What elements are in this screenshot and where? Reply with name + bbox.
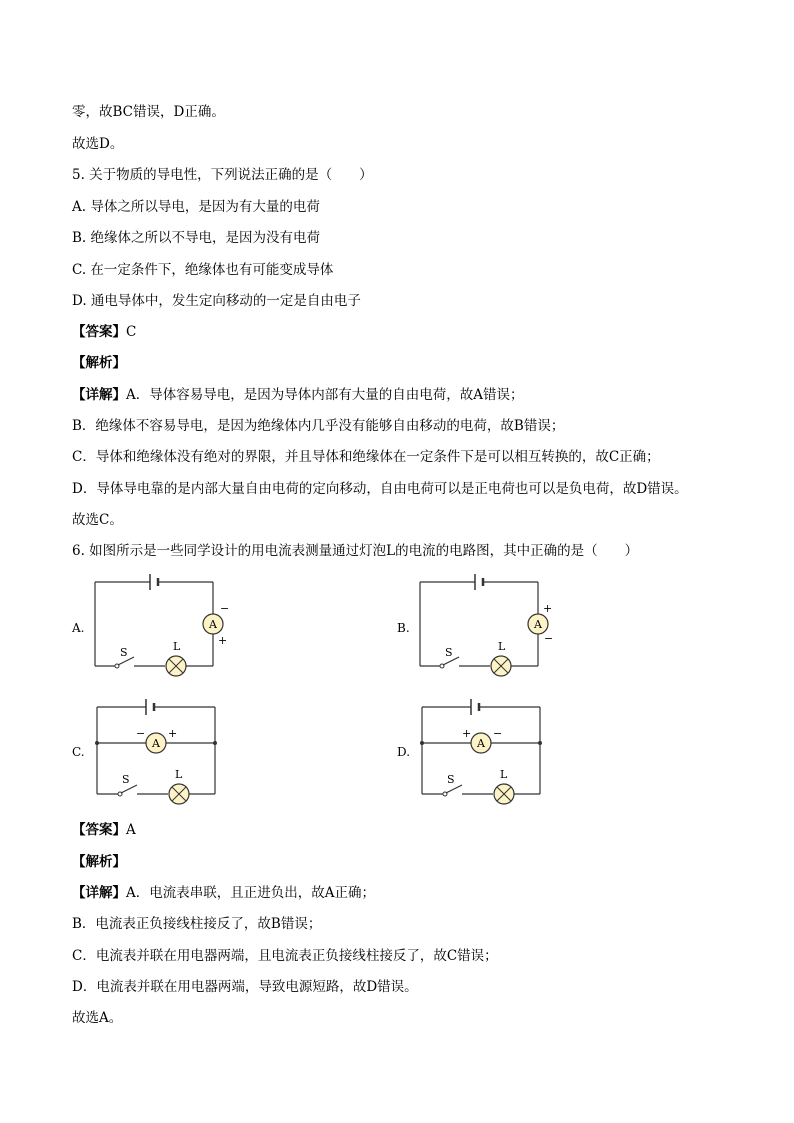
detail-tag: 【详解】 [72, 387, 126, 403]
ammeter-right-sign: + [168, 727, 178, 740]
ammeter-right-sign: − [493, 727, 503, 740]
q5-conclusion: 故选C。 [72, 512, 123, 528]
switch-label: S [445, 646, 453, 659]
circuit-diagram-b [395, 570, 575, 680]
q5-option-a: A. 导体之所以导电，是因为有大量的电荷 [72, 199, 320, 215]
q5-option-b: B. 绝缘体之所以不导电，是因为没有电荷 [72, 230, 321, 246]
q4-tail-line: 零，故BC错误，D正确。 [72, 104, 225, 120]
q5-detail-c: C．导体和绝缘体没有绝对的界限，并且导体和绝缘体在一定条件下是可以相互转换的，故C正确； [72, 449, 660, 465]
circuit-c-option-label: C. [72, 745, 85, 759]
ammeter-label: A [477, 737, 485, 750]
q6-conclusion: 故选A。 [72, 1010, 123, 1026]
circuit-diagram-d [395, 697, 575, 809]
q6-analysis-tag: 【解析】 [72, 854, 126, 870]
junction-dot [538, 741, 542, 745]
q5-option-c: C. 在一定条件下，绝缘体也有可能变成导体 [72, 262, 334, 278]
answer-tag: 【答案】 [72, 822, 126, 838]
lamp-label: L [498, 640, 506, 653]
ammeter-bottom-sign: + [218, 634, 228, 647]
switch-label: S [122, 773, 130, 786]
q6-detail-a [72, 883, 375, 903]
circuit-a-option-label: A. [72, 621, 85, 635]
ammeter-top-sign: + [543, 602, 553, 615]
q5-detail-b: B．绝缘体不容易导电，是因为绝缘体内几乎没有能够自由移动的电荷，故B错误； [72, 418, 565, 434]
ammeter-left-sign: + [462, 727, 472, 740]
detail-text: A．电流表串联，且正进负出，故A正确； [126, 885, 375, 901]
q4-conclusion: 故选D。 [72, 136, 124, 152]
lamp-label: L [500, 768, 508, 781]
circuit-diagram-a [70, 570, 250, 680]
q5-answer [72, 322, 136, 342]
q6-stem: 6. 如图所示是一些同学设计的用电流表测量通过灯泡L的电流的电路图，其中正确的是（ ） [72, 543, 639, 559]
ammeter-left-sign: − [136, 727, 146, 740]
junction-dot [420, 741, 424, 745]
q6-answer [72, 820, 136, 840]
lamp-label: L [173, 640, 181, 653]
circuit-b-option-label: B. [397, 621, 410, 635]
switch-icon [446, 785, 462, 793]
answer-value: A [126, 822, 136, 838]
q5-analysis-tag: 【解析】 [72, 355, 126, 371]
circuit-diagram-c [70, 697, 250, 809]
ammeter-bottom-sign: − [544, 632, 554, 645]
q6-detail-b: B．电流表正负接线柱接反了，故B错误； [72, 916, 322, 932]
q5-detail-d: D．导体导电靠的是内部大量自由电荷的定向移动，自由电荷可以是正电荷也可以是负电荷，故D错误。 [72, 481, 688, 497]
switch-label: S [447, 773, 455, 786]
q6-detail-c: C．电流表并联在用电器两端，且电流表正负接线柱接反了，故C错误； [72, 948, 498, 964]
ammeter-label: A [152, 737, 160, 750]
detail-text: A．导体容易导电，是因为导体内部有大量的自由电荷，故A错误； [126, 387, 524, 403]
switch-label: S [120, 646, 128, 659]
q5-option-d: D. 通电导体中，发生定向移动的一定是自由电子 [72, 293, 361, 309]
junction-dot [213, 741, 217, 745]
lamp-label: L [175, 768, 183, 781]
answer-value: C [126, 324, 137, 340]
q6-detail-d: D．电流表并联在用电器两端，导致电源短路，故D错误。 [72, 979, 418, 995]
q5-detail-a [72, 385, 524, 405]
q5-stem: 5. 关于物质的导电性，下列说法正确的是（ ） [72, 167, 373, 183]
ammeter-label: A [209, 618, 217, 631]
ammeter-top-sign: − [220, 602, 230, 615]
detail-tag: 【详解】 [72, 885, 126, 901]
answer-tag: 【答案】 [72, 324, 126, 340]
ammeter-label: A [534, 618, 542, 631]
junction-dot [95, 741, 99, 745]
switch-icon [121, 785, 137, 793]
circuit-d-option-label: D. [397, 745, 411, 759]
